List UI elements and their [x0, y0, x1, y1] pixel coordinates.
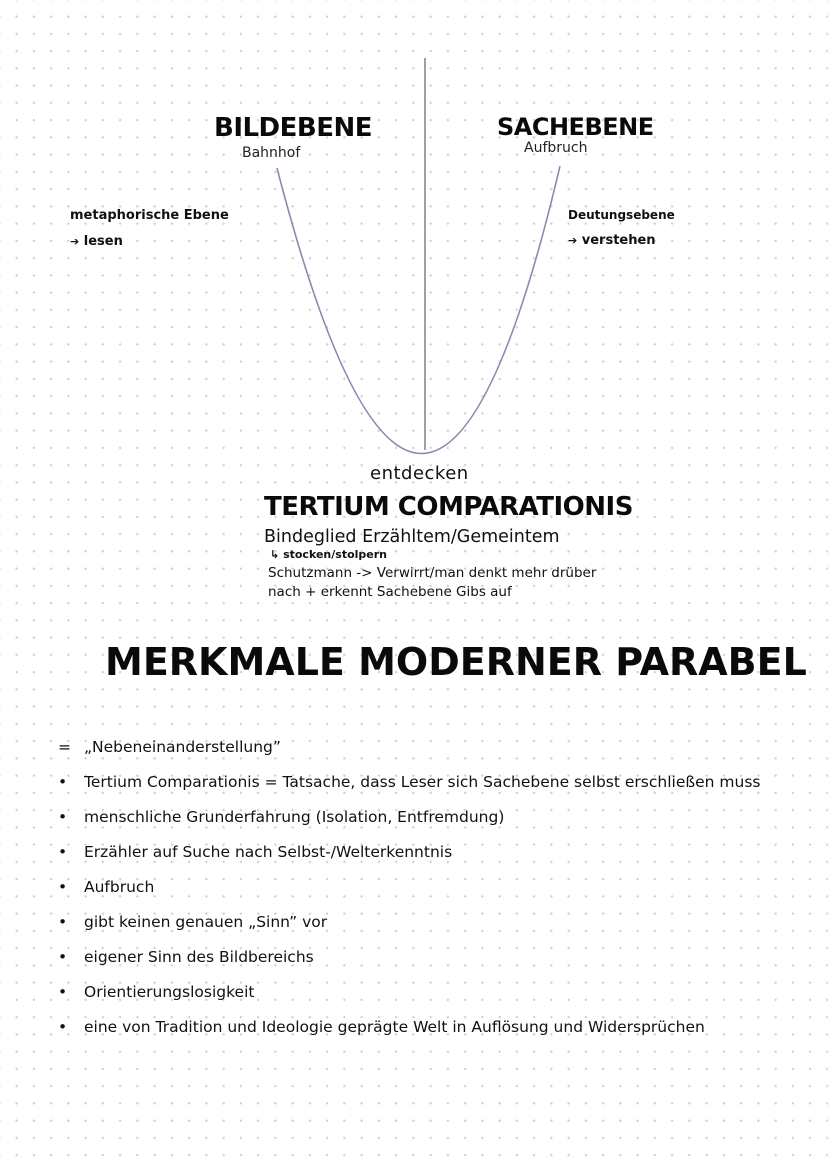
list-marker: • — [58, 773, 68, 791]
list-item-text: „Nebeneinanderstellung” — [84, 738, 281, 756]
list-marker: • — [58, 948, 68, 966]
tertium-note-row — [270, 548, 387, 561]
tertium-title: TERTIUM COMPARATIONIS — [264, 492, 633, 522]
list-marker: • — [58, 808, 68, 826]
list-marker: = — [58, 738, 71, 756]
list-item-text: eigener Sinn des Bildbereichs — [84, 948, 314, 966]
right-note-line2-row — [568, 233, 656, 248]
right-note-line2: verstehen — [581, 233, 656, 248]
list-marker: • — [58, 983, 68, 1001]
list-item-text: Tertium Comparationis = Tatsache, dass Leser sich Sachebene selbst erschließen muss — [84, 773, 761, 791]
list-item-text: eine von Tradition und Ideologie geprägte Welt in Auflösung und Widersprüchen — [84, 1018, 705, 1036]
arrow-right-icon: ➔ — [70, 235, 80, 248]
tertium-line1: Schutzmann -> Verwirrt/man denkt mehr drüber — [268, 565, 597, 581]
list-item-text: Orientierungslosigkeit — [84, 983, 255, 1001]
list-marker: • — [58, 913, 68, 931]
tertium-subtitle: Bindeglied Erzähltem/Gemeintem — [264, 527, 560, 547]
list-item-text: Aufbruch — [84, 878, 155, 896]
left-note-line2: lesen — [83, 234, 123, 249]
bildebene-title: BILDEBENE — [214, 113, 372, 143]
right-note-line1: Deutungsebene — [568, 208, 675, 222]
tertium-line2: nach + erkennt Sachebene Gibs auf — [268, 584, 512, 600]
list-marker: • — [58, 878, 68, 896]
tertium-note: stocken/stolpern — [283, 548, 387, 561]
arrow-right-icon: ➔ — [568, 234, 578, 247]
parabola-curve — [277, 166, 560, 454]
left-note-line1: metaphorische Ebene — [70, 208, 229, 223]
bildebene-subtitle: Bahnhof — [242, 145, 301, 161]
parabola-diagram — [0, 0, 828, 470]
entdecken-label: entdecken — [370, 463, 469, 484]
left-note-line2-row — [70, 234, 123, 249]
section-title: MERKMALE MODERNER PARABEL — [105, 640, 807, 684]
list-marker: • — [58, 1018, 68, 1036]
list-item-text: menschliche Grunderfahrung (Isolation, Entfremdung) — [84, 808, 505, 826]
arrow-turn-icon: ↳ — [270, 548, 280, 561]
sachebene-subtitle: Aufbruch — [524, 140, 588, 156]
list-marker: • — [58, 843, 68, 861]
sachebene-title: SACHEBENE — [497, 113, 654, 141]
list-item-text: Erzähler auf Suche nach Selbst-/Welterkenntnis — [84, 843, 453, 861]
list-item-text: gibt keinen genauen „Sinn” vor — [84, 913, 328, 931]
